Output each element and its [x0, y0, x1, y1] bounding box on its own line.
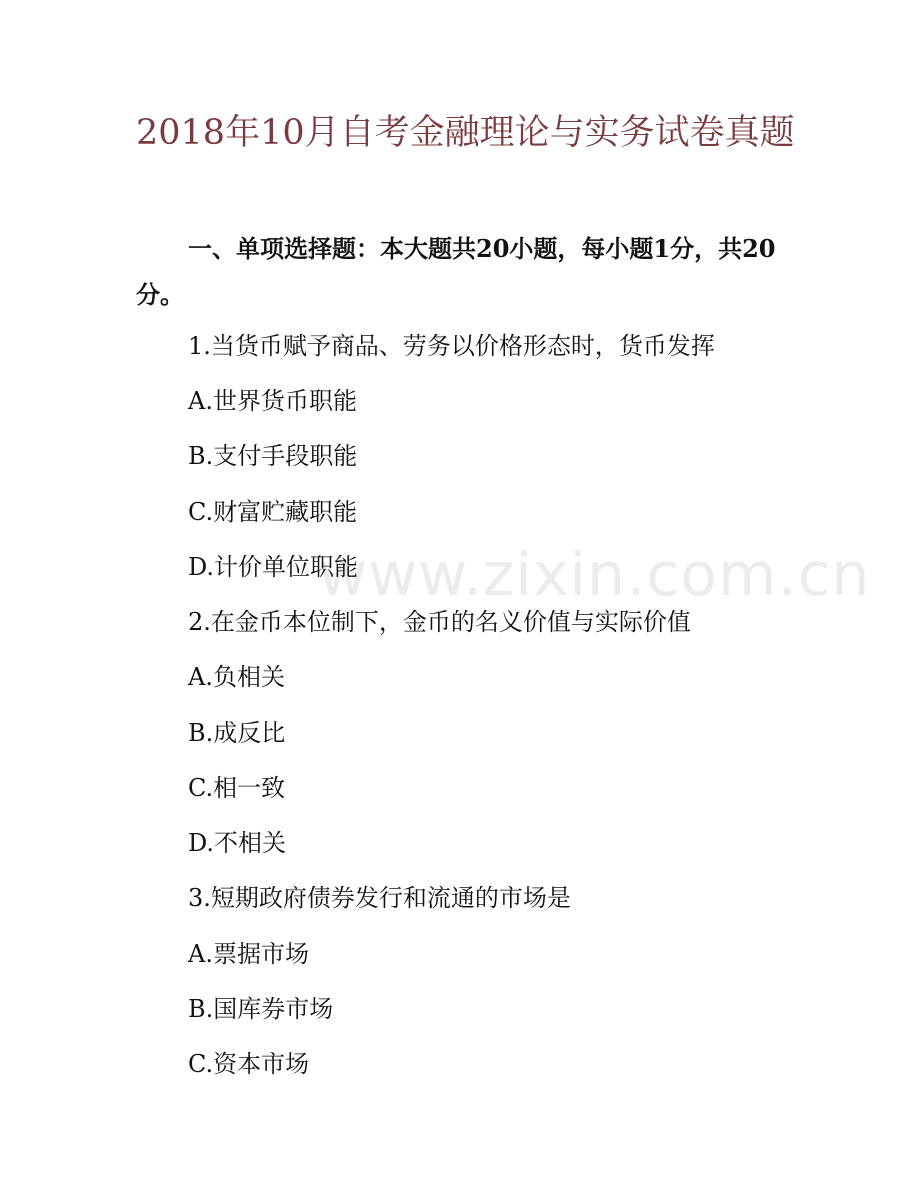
question-2-option-c: C.相一致 — [188, 774, 286, 802]
question-1-option-d: D.计价单位职能 — [188, 553, 359, 581]
question-3: 3.短期政府债券发行和流通的市场是 — [188, 884, 571, 912]
question-1-option-b: B.支付手段职能 — [188, 442, 358, 470]
question-2-option-a: A.负相关 — [188, 663, 285, 691]
question-1: 1.当货币赋予商品、劳务以价格形态时，货币发挥 — [188, 332, 715, 360]
document-title: 2018年10月自考金融理论与实务试卷真题 — [136, 113, 795, 153]
question-3-option-a: A.票据市场 — [188, 940, 309, 968]
question-2: 2.在金币本位制下，金币的名义价值与实际价值 — [188, 608, 691, 636]
section-heading: 一、单项选择题：本大题共20小题，每小题1分，共20分。 — [136, 234, 776, 309]
question-3-option-b: B.国库券市场 — [188, 995, 334, 1023]
question-3-option-c: C.资本市场 — [188, 1050, 310, 1078]
watermark: www.zixin.com.cn — [318, 540, 871, 610]
question-2-option-d: D.不相关 — [188, 829, 287, 857]
question-1-option-a: A.世界货币职能 — [188, 387, 357, 415]
question-2-option-b: B.成反比 — [188, 719, 286, 747]
question-1-option-c: C.财富贮藏职能 — [188, 498, 358, 526]
